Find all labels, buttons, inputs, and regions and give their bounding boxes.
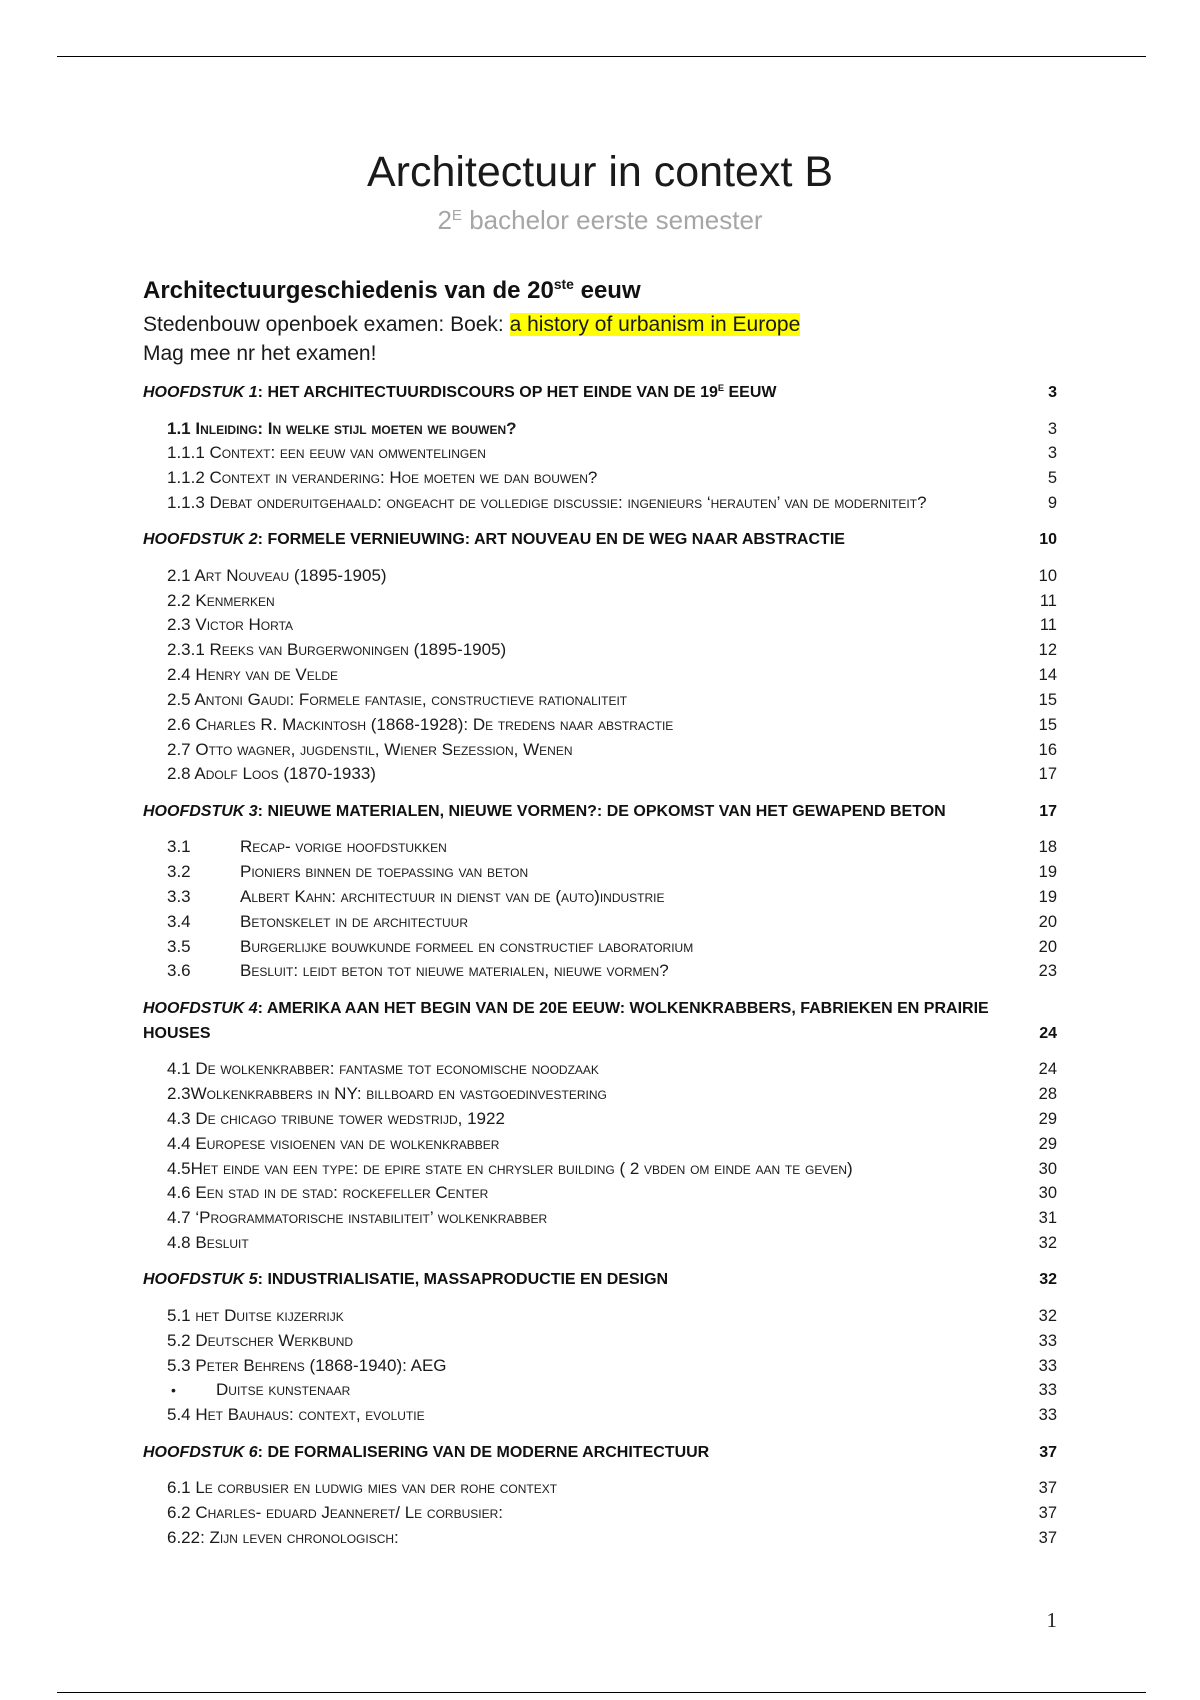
toc-entry-label (167, 1132, 499, 1157)
chapter-title-superscript: E (717, 383, 725, 394)
toc-entry (143, 417, 1057, 442)
toc-entry-title: Betonskelet in de architectuur (240, 911, 468, 931)
toc-entry-title: 4.4 Europese visioenen van de wolkenkrabber (167, 1133, 500, 1153)
subtitle-ordinal-superscript: E (451, 206, 462, 224)
toc-entry (143, 1057, 1057, 1082)
toc-entry-label (167, 638, 506, 663)
chapter-title-text: : HET ARCHITECTUURDISCOURS OP HET EINDE VAN DE 19 (257, 384, 718, 401)
toc-entry (143, 688, 1057, 713)
chapter-heading (143, 527, 1057, 552)
toc-page-number: 37 (1038, 1479, 1057, 1497)
toc-entry-label (167, 1403, 425, 1428)
chapter-label: HOOFDSTUK 4 (143, 999, 258, 1017)
toc-entry-title: 4.1 De wolkenkrabber: fantasme tot economische noodzaak (167, 1059, 599, 1079)
toc-entry (143, 1403, 1057, 1428)
chapter-title (143, 380, 777, 405)
chapter-heading (143, 380, 1057, 405)
toc-entry (143, 1157, 1057, 1182)
toc-page-number: 37 (1038, 1528, 1057, 1547)
toc-page-number: 10 (1039, 531, 1057, 549)
toc-page-number: 32 (1039, 1271, 1057, 1289)
toc-entry-title: 4.8 Besluit (167, 1233, 249, 1253)
footer-rule (57, 1692, 1146, 1693)
toc-page-number: 32 (1038, 1306, 1057, 1325)
toc-entry-label (167, 1107, 505, 1132)
toc-entry (143, 466, 1057, 491)
toc-page-number: 9 (1047, 493, 1057, 512)
toc-entry-label (167, 1476, 557, 1501)
toc-entry (143, 613, 1057, 638)
chapter-title-text: : DE FORMALISERING VAN DE MODERNE ARCHITECTUUR (257, 1443, 710, 1461)
toc-entry-number: 3.1 (167, 837, 191, 857)
toc-page-number: 16 (1038, 740, 1057, 759)
subtitle-ordinal: 2 (437, 205, 452, 235)
chapter-title-end: EEUW (724, 384, 777, 401)
toc-entry-label (167, 1329, 353, 1354)
toc-entry-title: 1.1 Inleiding: In welke stijl moeten we bouwen? (167, 418, 517, 438)
toc-entry-label (167, 935, 693, 960)
toc-page-number: 17 (1039, 802, 1057, 820)
toc-entry-title: 6.22: Zijn leven chronologisch: (167, 1527, 399, 1547)
chapter-heading (143, 1267, 1057, 1292)
chapter-heading (143, 996, 1057, 1046)
chapter-label: HOOFDSTUK 1 (143, 384, 258, 401)
toc-page-number: 37 (1039, 1443, 1057, 1461)
toc-entry-title: 4.3 De chicago tribune tower wedstrijd, 1922 (167, 1108, 505, 1128)
toc-entry-label (167, 1231, 249, 1256)
toc-entry-label (167, 1501, 503, 1526)
toc-page-number: 15 (1038, 690, 1057, 709)
chapter-title-text: : NIEUWE MATERIALEN, NIEUWE VORMEN?: DE OPKOMST VAN HET GEWAPEND BETON (257, 802, 946, 820)
toc-entry (143, 713, 1057, 738)
toc-entry-label (167, 1206, 547, 1231)
toc-entry-label (167, 466, 597, 491)
toc-chapter (143, 1440, 1057, 1551)
toc-entry-label (167, 860, 528, 885)
toc-page-number: 17 (1038, 765, 1057, 784)
toc-entry-label (167, 613, 293, 638)
chapter-label: HOOFDSTUK 6 (143, 1443, 258, 1461)
chapter-title-text: : AMERIKA AAN HET BEGIN VAN DE 20E EEUW: WOLKENKRABBERS, FABRIEKEN EN PRAIRIE HOUSES (143, 999, 989, 1042)
toc-entry-number: 3.4 (167, 911, 191, 931)
toc-page-number: 3 (1047, 419, 1057, 438)
chapter-title (143, 996, 1023, 1046)
toc-entry (143, 564, 1057, 589)
toc-chapter (143, 527, 1057, 787)
toc-page-number: 19 (1038, 887, 1057, 906)
toc-entry (143, 663, 1057, 688)
toc-entry-label (167, 1378, 350, 1403)
toc-entry-label (167, 885, 665, 910)
toc-entry-label (167, 959, 669, 984)
toc-page-number: 30 (1038, 1184, 1057, 1203)
toc-page-number: 24 (1038, 1060, 1057, 1079)
toc-page-number: 15 (1038, 715, 1057, 734)
toc-entry (143, 1206, 1057, 1231)
toc-entry (143, 1476, 1057, 1501)
toc-page-number: 29 (1038, 1109, 1057, 1128)
toc-entry-label (167, 417, 517, 442)
toc-page-number: 33 (1038, 1381, 1057, 1400)
toc-entry-title: 1.1.3 Debat onderuitgehaald: ongeacht de volledige discussie: ingenieurs ‘herauten’ van de moderniteit? (167, 492, 927, 512)
toc-entry-title: Albert Kahn: architectuur in dienst van de (auto)industrie (240, 886, 665, 906)
toc-entry-title: 2.5 Antoni Gaudi: Formele fantasie, constructieve rationaliteit (167, 689, 628, 709)
toc-entry-title: 5.2 Deutscher Werkbund (167, 1330, 354, 1350)
toc-entry-title: 2.1 Art Nouveau (1895-1905) (167, 565, 387, 585)
toc-entry-title: Recap- vorige hoofdstukken (240, 837, 447, 857)
toc-entry-title: 2.2 Kenmerken (167, 590, 275, 610)
toc-entry (143, 860, 1057, 885)
toc-page-number: 31 (1038, 1209, 1057, 1228)
toc-entry-title: 2.3Wolkenkrabbers in NY: billboard en vastgoedinvestering (167, 1084, 607, 1104)
toc-entry (143, 762, 1057, 787)
toc-entry (143, 1329, 1057, 1354)
toc-page-number: 11 (1039, 591, 1057, 610)
toc-entry (143, 738, 1057, 763)
toc-entry (143, 638, 1057, 663)
toc-entry-label (167, 1304, 344, 1329)
toc-entry-number: 3.5 (167, 936, 191, 956)
toc-entry-title: 4.6 Een stad in de stad: rockefeller Center (167, 1183, 489, 1203)
header-rule (57, 56, 1146, 57)
toc-page-number: 33 (1038, 1356, 1057, 1375)
toc-page-number: 24 (1039, 1024, 1057, 1042)
toc-entry (143, 1378, 1057, 1403)
toc-entry (143, 1181, 1057, 1206)
exam-book-line (143, 310, 800, 339)
toc-entry-title: 4.5Het einde van een type: de epire state en chrysler building ( 2 vbden om einde aan te geven) (167, 1158, 853, 1178)
toc-entry-label (167, 713, 673, 738)
toc-entry-label (167, 1157, 853, 1182)
toc-entry (143, 910, 1057, 935)
toc-entry-label (167, 688, 627, 713)
chapter-title (143, 1440, 709, 1465)
toc-entry-label (167, 663, 338, 688)
toc-entry (143, 935, 1057, 960)
toc-entry-title: 2.6 Charles R. Mackintosh (1868-1928): De tredens naar abstractie (167, 714, 674, 734)
toc-entry-title: 6.2 Charles- eduard Jeanneret/ Le corbusier: (167, 1502, 503, 1522)
chapter-title (143, 799, 946, 824)
toc-entry-title: 6.1 Le corbusier en ludwig mies van der rohe context (167, 1478, 558, 1497)
toc-entry-number: 3.6 (167, 961, 191, 981)
toc-page-number: 37 (1038, 1503, 1057, 1522)
toc-page-number: 20 (1038, 937, 1057, 956)
toc-entry-label (167, 910, 468, 935)
toc-entry-label (167, 835, 447, 860)
toc-entry-title: Besluit: leidt beton tot nieuwe materialen, nieuwe vormen? (240, 961, 669, 981)
toc-entry (143, 589, 1057, 614)
intro-block (143, 310, 800, 368)
chapter-heading (143, 799, 1057, 824)
toc-entry-title: 1.1.1 Context: een eeuw van omwentelingen (167, 443, 486, 463)
toc-entry-label (167, 589, 275, 614)
toc-page-number: 20 (1038, 912, 1057, 931)
toc-entry (143, 1082, 1057, 1107)
toc-entry-title: 5.4 Het Bauhaus: context, evolutie (167, 1405, 425, 1425)
toc-entry-label (167, 738, 573, 763)
toc-entry-label (167, 1082, 607, 1107)
chapter-heading (143, 1440, 1057, 1465)
toc-page-number: 10 (1038, 566, 1057, 585)
toc-page-number: 33 (1038, 1331, 1057, 1350)
chapter-label: HOOFDSTUK 2 (143, 531, 258, 549)
bullet-marker: • (171, 1382, 176, 1399)
document-title: Architectuur in context B (366, 148, 834, 196)
chapter-label: HOOFDSTUK 5 (143, 1271, 258, 1289)
exam-book-text: Stedenbouw openboek examen: Boek: (143, 313, 510, 336)
toc-entry (143, 1132, 1057, 1157)
toc-page-number: 32 (1038, 1234, 1057, 1253)
toc-entry (143, 441, 1057, 466)
toc-page-number: 3 (1048, 384, 1057, 401)
toc-entry-title: 2.3 Victor Horta (167, 615, 294, 635)
toc-entry-label (167, 1057, 599, 1082)
toc-entry-label (167, 762, 376, 787)
section-heading (143, 276, 641, 306)
table-of-contents (143, 380, 1057, 1550)
toc-entry-title: 2.8 Adolf Loos (1870-1933) (167, 764, 376, 784)
toc-chapter (143, 799, 1057, 984)
toc-entry-number: 3.3 (167, 886, 191, 906)
toc-page-number: 28 (1038, 1085, 1057, 1104)
toc-entry-title: 2.3.1 Reeks van Burgerwoningen (1895-1905) (167, 640, 507, 660)
toc-entry-label (167, 1181, 488, 1206)
toc-entry-title: 5.1 het Duitse kijzerrijk (167, 1305, 344, 1325)
toc-chapter (143, 1267, 1057, 1428)
toc-page-number: 33 (1038, 1406, 1057, 1425)
toc-entry (143, 885, 1057, 910)
section-heading-end: eeuw (573, 277, 641, 304)
section-heading-superscript: ste (553, 276, 574, 293)
toc-chapter (143, 996, 1057, 1256)
toc-entry-label (167, 491, 927, 516)
toc-entry-number: 3.2 (167, 862, 191, 882)
page-number: 1 (1046, 1608, 1057, 1632)
toc-entry-title: 1.1.2 Context in verandering: Hoe moeten we dan bouwen? (167, 468, 598, 488)
toc-entry (143, 1501, 1057, 1526)
toc-entry (143, 491, 1057, 516)
toc-entry-title: 2.7 Otto wagner, jugdenstil, Wiener Sezession, Wenen (167, 739, 573, 759)
toc-entry (143, 1526, 1057, 1551)
document-subtitle (0, 203, 1200, 237)
toc-entry (143, 1354, 1057, 1379)
toc-entry-title: 2.4 Henry van de Velde (167, 665, 339, 685)
chapter-title-text: : INDUSTRIALISATIE, MASSAPRODUCTIE EN DESIGN (257, 1271, 669, 1289)
toc-entry (143, 959, 1057, 984)
toc-page-number: 11 (1039, 616, 1057, 635)
toc-entry-title: Pioniers binnen de toepassing van beton (240, 862, 529, 882)
toc-entry-label (167, 564, 387, 589)
toc-page-number: 5 (1047, 469, 1057, 488)
toc-page-number: 18 (1038, 838, 1057, 857)
toc-entry (143, 835, 1057, 860)
chapter-title (143, 1267, 668, 1292)
toc-entry-title: 5.3 Peter Behrens (1868-1940): AEG (167, 1355, 447, 1375)
toc-page-number: 14 (1038, 666, 1057, 685)
toc-entry-title: 4.7 ‘Programmatorische instabiliteit’ wolkenkrabber (167, 1208, 548, 1228)
toc-page-number: 19 (1038, 863, 1057, 882)
toc-page-number: 12 (1038, 641, 1057, 660)
chapter-title (143, 527, 845, 552)
highlighted-book-title: a history of urbanism in Europe (509, 313, 801, 336)
toc-entry-label (167, 1526, 399, 1551)
chapter-title-text: : FORMELE VERNIEUWING: ART NOUVEAU EN DE WEG NAAR ABSTRACTIE (257, 531, 845, 549)
toc-entry (143, 1231, 1057, 1256)
toc-entry (143, 1304, 1057, 1329)
toc-entry (143, 1107, 1057, 1132)
chapter-label: HOOFDSTUK 3 (143, 802, 258, 820)
toc-entry-title: Duitse kunstenaar (216, 1380, 351, 1400)
toc-page-number: 3 (1047, 444, 1057, 463)
toc-entry-label (167, 1354, 447, 1379)
section-heading-text: Architectuurgeschiedenis van de 20 (143, 277, 554, 304)
toc-entry-label (167, 441, 486, 466)
toc-chapter (143, 380, 1057, 516)
toc-page-number: 29 (1038, 1134, 1057, 1153)
toc-page-number: 30 (1038, 1159, 1057, 1178)
toc-page-number: 23 (1038, 962, 1057, 981)
toc-entry-title: Burgerlijke bouwkunde formeel en constructief laboratorium (240, 936, 694, 956)
subtitle-text: bachelor eerste semester (461, 205, 763, 235)
exam-note: Mag mee nr het examen! (143, 342, 377, 365)
